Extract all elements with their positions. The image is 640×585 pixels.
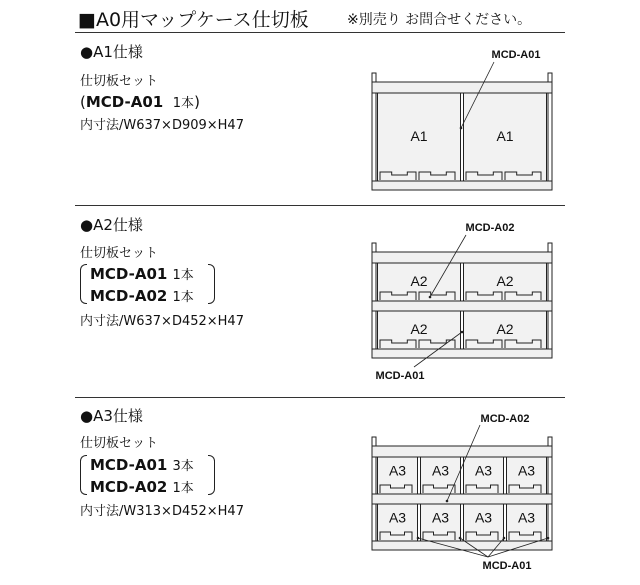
bottom-rail bbox=[372, 349, 552, 358]
part-code: MCD-A02 bbox=[90, 478, 168, 496]
leader-dot bbox=[459, 537, 462, 540]
part-qty: 1本 bbox=[172, 96, 195, 111]
compartment-label: A2 bbox=[496, 321, 514, 337]
section-heading: ●A1仕様 bbox=[80, 43, 143, 61]
set-label: 仕切板セット bbox=[80, 436, 159, 451]
compartment-label: A1 bbox=[410, 128, 428, 144]
part-code: MCD-A01 bbox=[90, 265, 168, 283]
leader-dot bbox=[460, 127, 463, 130]
compartment-label: A3 bbox=[474, 509, 493, 526]
dimensions: 内寸法/W637×D909×H47 bbox=[80, 118, 244, 133]
section-heading: ●A2仕様 bbox=[80, 216, 143, 234]
compartment-label: A2 bbox=[496, 273, 514, 289]
bottom-rail bbox=[372, 181, 552, 190]
part-code: MCD-A02 bbox=[90, 287, 168, 305]
dimensions: 内寸法/W313×D452×H47 bbox=[80, 504, 244, 519]
top-rail bbox=[372, 446, 552, 457]
part-line: (MCD-A01 1本) bbox=[80, 93, 200, 111]
compartment-label: A3 bbox=[517, 509, 536, 526]
note: ※別売り お問合せください。 bbox=[347, 12, 532, 28]
part-code: MCD-A01 bbox=[90, 456, 168, 474]
callout-label: MCD-A01 bbox=[491, 49, 541, 61]
compartment-label: A3 bbox=[388, 509, 407, 526]
compartment-label: A3 bbox=[517, 462, 536, 479]
part-code: MCD-A01 bbox=[85, 93, 164, 111]
leader-dot bbox=[461, 331, 464, 334]
callout-label: MCD-A01 bbox=[482, 560, 532, 572]
leader-dot bbox=[429, 296, 432, 299]
page-title: ■A0用マップケース仕切板 bbox=[78, 9, 309, 31]
top-rail bbox=[372, 82, 552, 93]
leader-dot bbox=[417, 537, 420, 540]
compartment-label: A1 bbox=[496, 128, 514, 144]
compartment-label: A3 bbox=[431, 509, 450, 526]
part-qty: 1本 bbox=[172, 268, 194, 283]
compartment-label: A2 bbox=[410, 321, 428, 337]
compartment-label: A3 bbox=[431, 462, 450, 479]
leader-dot bbox=[547, 537, 550, 540]
part-qty: 1本 bbox=[172, 481, 194, 496]
set-label: 仕切板セット bbox=[80, 246, 159, 261]
callout-label: MCD-A01 bbox=[375, 370, 425, 382]
callout-label: MCD-A02 bbox=[465, 222, 515, 234]
callout-label: MCD-A02 bbox=[480, 413, 530, 425]
middle-rail bbox=[372, 301, 552, 311]
compartment-label: A2 bbox=[410, 273, 428, 289]
middle-rail bbox=[372, 494, 552, 504]
compartment-label: A3 bbox=[474, 462, 493, 479]
part-qty: 1本 bbox=[172, 290, 194, 305]
part-qty: 3本 bbox=[172, 459, 194, 474]
leader-dot bbox=[446, 500, 449, 503]
top-rail bbox=[372, 252, 552, 263]
compartment-label: A3 bbox=[388, 462, 407, 479]
dimensions: 内寸法/W637×D452×H47 bbox=[80, 314, 244, 329]
leader-dot bbox=[503, 537, 506, 540]
section-heading: ●A3仕様 bbox=[80, 407, 143, 425]
set-label: 仕切板セット bbox=[80, 74, 159, 89]
